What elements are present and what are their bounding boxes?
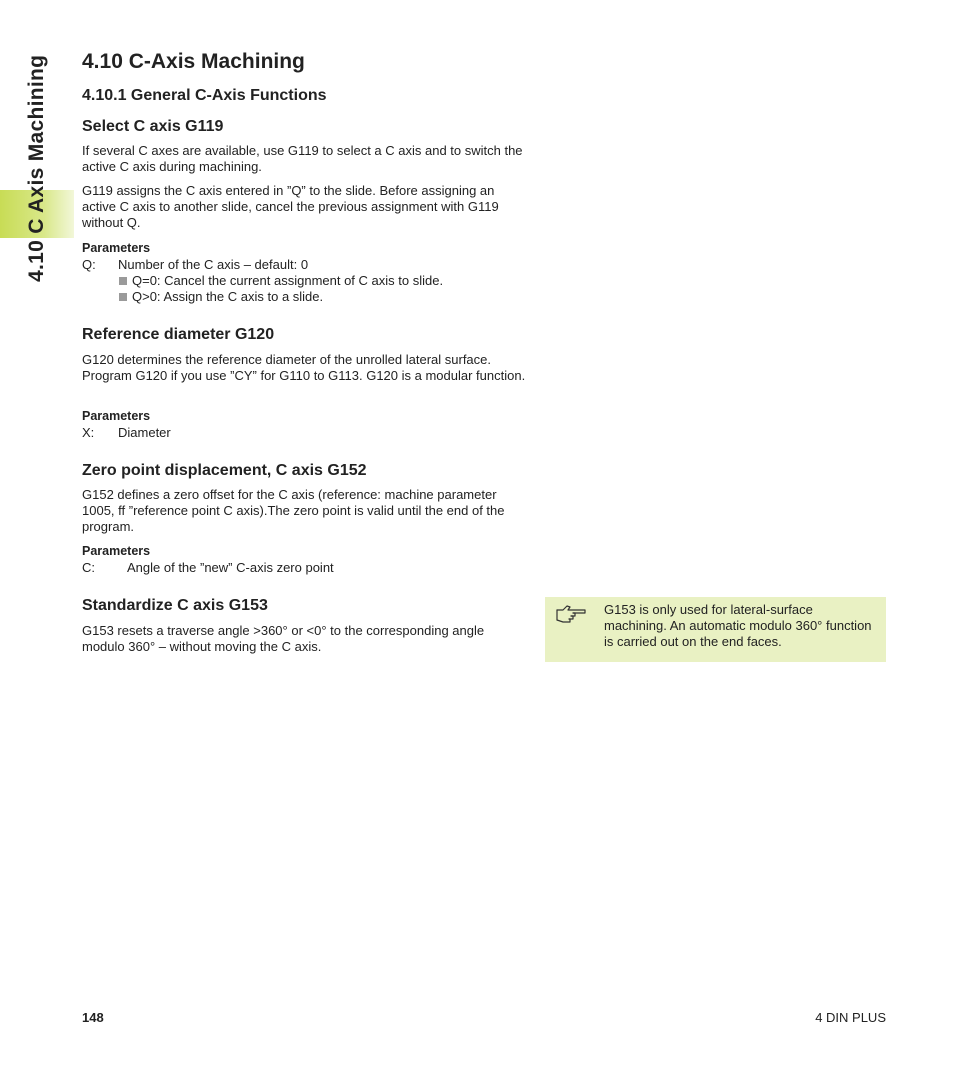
param-q-key: Q: <box>82 257 96 272</box>
g119-para2: G119 assigns the C axis entered in ”Q” to the slide. Before assigning an active C axis to another slide, cancel the previous assignment with G119 without Q. <box>82 183 499 230</box>
bullet-square-icon <box>119 277 127 285</box>
g120-param-x <box>82 425 171 441</box>
param-x-key: X: <box>82 425 95 440</box>
pointing-hand-icon <box>555 603 587 625</box>
g152-title: Zero point displacement, C axis G152 <box>82 462 367 479</box>
g153-para: G153 resets a traverse angle >360° or <0° to the corresponding angle modulo 360° – without moving the C axis. <box>82 623 485 654</box>
page-title: 4.10 C-Axis Machining <box>82 50 305 73</box>
g152-param-c <box>82 560 334 576</box>
g120-params-label: Parameters <box>82 409 151 423</box>
bullet-text: Q=0: Cancel the current assignment of C axis to slide. <box>132 273 444 288</box>
g152-para: G152 defines a zero offset for the C axis (reference: machine parameter 1005, ff ”reference point C axis).The zero point is valid until the end of the program. <box>82 487 505 534</box>
g152-params-label: Parameters <box>82 544 151 558</box>
chapter-label: 4 DIN PLUS <box>815 1010 886 1025</box>
param-q-desc: Number of the C axis – default: 0 <box>118 257 309 272</box>
param-x-desc: Diameter <box>118 425 171 440</box>
g153-title: Standardize C axis G153 <box>82 597 268 614</box>
bullet-text: Q>0: Assign the C axis to a slide. <box>132 289 324 304</box>
g119-title: Select C axis G119 <box>82 118 224 135</box>
page-number: 148 <box>82 1010 104 1025</box>
g119-bullet1 <box>119 273 443 289</box>
g119-para1: If several C axes are available, use G119 to select a C axis and to switch the active C axis during machining. <box>82 143 523 174</box>
side-chapter-title: 4.10 C Axis Machining <box>25 54 48 282</box>
g119-param-q <box>82 257 308 273</box>
g120-title: Reference diameter G120 <box>82 326 275 343</box>
note-text: G153 is only used for lateral-surface machining. An automatic modulo 360° function is carried out on the end faces. <box>604 602 872 649</box>
bullet-square-icon <box>119 293 127 301</box>
g119-bullet2 <box>119 289 323 305</box>
g120-para: G120 determines the reference diameter of the unrolled lateral surface. Program G120 if you use ”CY” for G110 to G113. G120 is a modular function. <box>82 352 526 383</box>
section-subheading: 4.10.1 General C-Axis Functions <box>82 87 327 104</box>
param-c-key: C: <box>82 560 95 575</box>
g119-params-label: Parameters <box>82 241 151 255</box>
note-box <box>545 597 886 662</box>
param-c-desc: Angle of the ”new” C-axis zero point <box>127 560 334 575</box>
